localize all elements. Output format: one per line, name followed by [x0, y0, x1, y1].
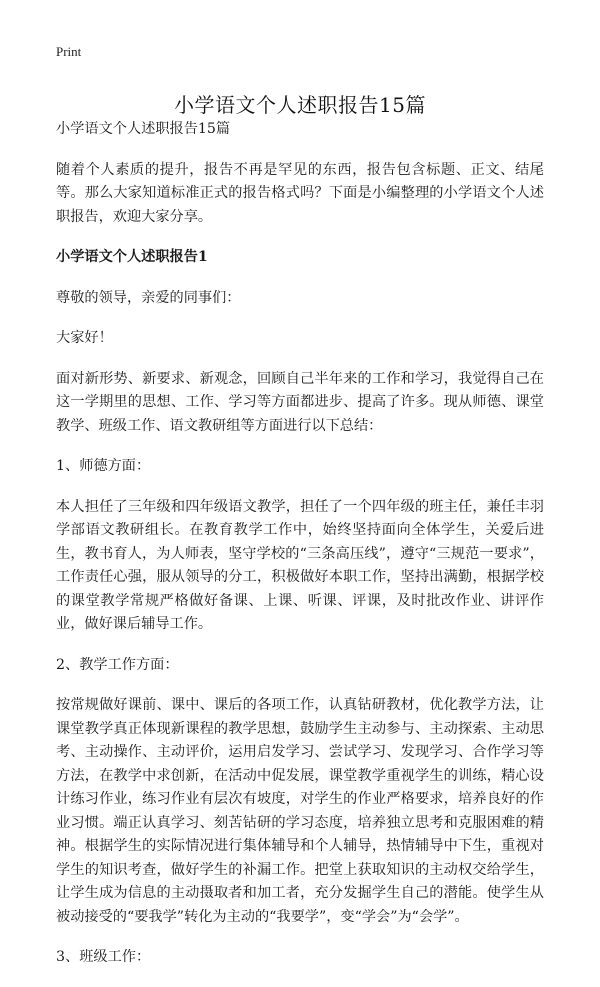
body-paragraph-3: 按常规做好课前、课中、课后的各项工作，认真钻研教材，优化教学方法，让课堂教学真正体现新课程的教学思想，鼓励学生主动参与、主动探索、主动思考、主动操作、主动评价，运用启发学习、尝试学习、发现学习、合作学习等方法，在教学中求创新，在活动中促发展，课堂教学重视学生的训练，精心设计练习作业，练习作业有层次有坡度，对学生的作业严格要求，培养良好的作业习惯。端正认真学习、刻苦钻研的学习态度，培养独立思考和克服困难的精神。根据学生的实际情况进行集体辅导和个人辅导，热情辅导中下生，重视对学生的知识考查，做好学生的补漏工作。把堂上获取知识的主动权交给学生，让学生成为信息的主动摄取者和加工者，充分发掘学生自己的潜能。使学生从被动接受的“要我学”转化为主动的“我要学”，变“学会”为“会学”。	[56, 697, 544, 925]
document-subtitle: 小学语文个人述职报告15篇	[56, 121, 231, 137]
subheading-1: 1、师德方面：	[56, 458, 151, 474]
body-paragraph-1: 面对新形势、新要求、新观念，回顾自己半年来的工作和学习，我觉得自己在这一学期里的思想、工作、学习等方面都进步、提高了许多。现从师德、课堂教学、班级工作、语文教研组等方面进行以下总结：	[56, 370, 544, 434]
subheading-3: 3、班级工作：	[56, 949, 151, 965]
intro-paragraph: 随着个人素质的提升，报告不再是罕见的东西，报告包含标题、正文、结尾等。那么大家知道标准正式的报告格式吗？下面是小编整理的小学语文个人述职报告，欢迎大家分享。	[56, 161, 544, 225]
document-body	[56, 118, 544, 987]
greeting: 大家好！	[56, 330, 113, 346]
document-title: 小学语文个人述职报告15篇	[174, 93, 426, 118]
body-paragraph-2: 本人担任了三年级和四年级语文教学，担任了一个四年级的班主任，兼任丰羽学部语文教研组长。在教育教学工作中，始终坚持面向全体学生，关爱后进生，教书育人，为人师表，坚守学校的“三条高压线”，遵守“三规范一要求”，工作责任心强，服从领导的分工，积极做好本职工作，坚持出满勤，根据学校的课堂教学常规严格做好备课、上课、听课、评课，及时批改作业、讲评作业，做好课后辅导工作。	[56, 498, 544, 632]
section-heading: 小学语文个人述职报告1	[56, 249, 208, 265]
print-label: Print	[56, 44, 82, 59]
subheading-2: 2、教学工作方面：	[56, 656, 179, 673]
salutation: 尊敬的领导，亲爱的同事们：	[56, 289, 241, 306]
